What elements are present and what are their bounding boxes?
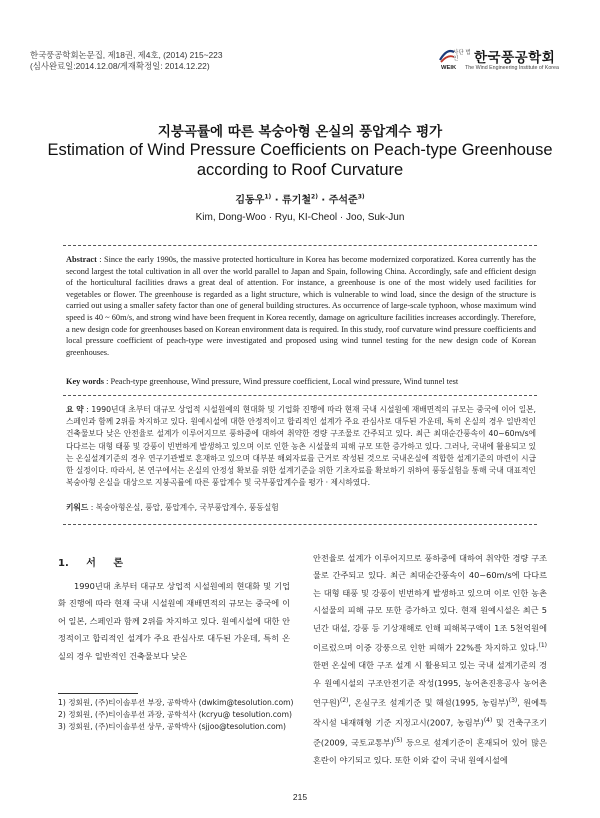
author-3: 주석준 bbox=[328, 195, 358, 206]
journal-citation bbox=[30, 50, 222, 72]
keywords-text: : Peach-type greenhouse, Wind pressure, Wind pressure coefficient, Local wind pressure, Wind tunnel test bbox=[106, 377, 459, 386]
korean-keywords-text: : 복숭아형온실, 풍압, 풍압계수, 국부풍압계수, 풍동실험 bbox=[90, 503, 279, 512]
author-1: 김동우 bbox=[235, 195, 265, 206]
review-dates: (심사완료일:2014.12.08/게재확정일: 2014.12.22) bbox=[30, 61, 210, 71]
citation: (3) bbox=[508, 696, 518, 704]
footnote-rule bbox=[58, 693, 138, 694]
abstract-top-divider bbox=[63, 245, 537, 246]
summary-top-divider bbox=[63, 395, 537, 396]
summary-text: : 1990년대 초부터 대규모 상업적 시설원예의 현대화 및 기업화 진행에 따라 현재 국내 시설원예 재배면적의 규모는 중국에 이어 일본, 스페인과 함께 2위를 차지하고 있다. 원예시설에 대한 안정적이고 합리적인 설계가 주요 관심사로 대두된 가운데, 특히 온실의 경우 일반적인 건축물보다 낮은 안전율로 설계가 이루어지므로 풍하중에 대하여 취약한 경량 구조물로 간주되고 있다. 최근 최대순간풍속이 40~60m/s에 다다르는 대형 태풍 및 강풍이 빈번하게 발생하고 있으며 이로 인한 농촌 시설물의 피해 규모 또한 증가하고 있다. 그러나, 국내에 활용되고 있는 온실설계기준의 경우 연구기관별로 혼재하고 있으며 대부분 해외자료를 근거로 작성된 것으로 국내온실에 적합한 설계기준의 마련이 시급한 실정이다. 따라서, 본 연구에서는 온실의 안정성 확보를 위한 설계기준을 위한 기초자료를 확보하기 위하여 풍동실험을 통해 국내 대표적인 복숭아형 온실을 대상으로 지붕곡률에 따른 풍압계수 및 국부풍압계수를 평가 · 제시하였다. bbox=[66, 405, 536, 488]
summary-bottom-divider bbox=[63, 524, 537, 525]
korean-summary bbox=[66, 404, 536, 489]
body-text: , 온실구조 설계기준 및 해설(1995, 농림부) bbox=[348, 697, 509, 708]
keywords bbox=[66, 376, 536, 387]
authors-korean bbox=[0, 191, 600, 206]
summary-label: 요 약 bbox=[66, 405, 84, 414]
abstract bbox=[66, 254, 536, 358]
footnote: 3) 정회원, (주)티이솔루션 상무, 공학박사 (sjjoo@tesolution.com) bbox=[58, 721, 286, 731]
korean-keywords bbox=[66, 502, 536, 513]
journal-line: 한국풍공학회논문집, 제18권, 제4호, (2014) 215~223 bbox=[30, 50, 223, 60]
title-korean: 지붕곡률에 따른 복숭아형 온실의 풍압계수 평가 bbox=[157, 124, 443, 140]
section-heading: 1. 서 론 bbox=[58, 558, 124, 569]
citation: (1) bbox=[538, 642, 547, 650]
body-left-column: 1990년대 초부터 대규모 상업적 시설원예의 현대화 및 기업화 진행에 따라 현재 국내 시설원예 재배면적의 규모는 중국에 이어 일본, 스페인과 함께 2위를 차지하고 있다. 원예시설에 대한 안정적이고 합리적인 설계가 주요 관심사로 대두된 가운데, 특히 온실의 경우 일반적인 건축물보다 낮은 bbox=[58, 581, 290, 661]
title-english: Estimation of Wind Pressure Coefficients on Peach-type Greenhouse according to Roof Curvature bbox=[47, 141, 553, 179]
body-text: 안전율로 설계가 이루어지므로 풍하중에 대하여 취약한 경량 구조물로 간주되고 있다. 최근 최대순간풍속이 40~60m/s에 다다르는 대형 태풍 및 강풍이 빈번하게 발생하고 있으며 이로 인한 농촌 시설물의 피해 규모 또한 증가하고 있다. 현재 원예시설은 최근 5년간 대설, 강풍 등 기상재해로 인해 피해복구액이 1조 5천억원에 이르렀으며 이중 강풍으로 인한 피해가 22%를 차지하고 있다. bbox=[313, 553, 547, 653]
footnotes bbox=[58, 697, 294, 732]
logo-small-label: 사단 법인 bbox=[453, 50, 471, 62]
author-2: 류기철 bbox=[282, 195, 312, 206]
logo-name: 한국풍공학회 bbox=[474, 50, 556, 66]
author-1-mark: 1) bbox=[264, 193, 272, 201]
footnote: 1) 정회원, (주)티이솔루션 부장, 공학박사 (dwkim@tesolution.com) bbox=[58, 698, 294, 707]
author-2-mark: 2) bbox=[311, 193, 318, 201]
body-text: 등으로 설계기준이 혼재되어 있어 많은 혼란이 야기되고 있다. 또한 이와 같이 국내 원예시설에 bbox=[313, 738, 548, 766]
page-number: 215 bbox=[292, 792, 308, 802]
footnote: 2) 정회원, (주)티이솔루션 과장, 공학석사 (kcryu@ tesolution.com) bbox=[58, 709, 292, 719]
keywords-label: Key words bbox=[66, 377, 105, 386]
logo-abbr: WEIK bbox=[441, 65, 457, 71]
korean-keywords-label: 키워드 bbox=[66, 503, 89, 512]
abstract-text: : Since the early 1990s, the massive protected horticulture in Korea has become modernized corporatized. Korea currently has the second largest the total cultivation in all over the world parallel to Japan and Spain, following China. Accordingly, safe and efficient design of the horticultural facilities draws a great deal of attention. For instance, a greenhouse is one of the most widely used facilities for vegetables or flower. The greenhouse is regarded as a light structure, which is vulnerable to wind load, since the design of the structure is carried out using a smaller safety factor than one of general building structures. As occurrence of large-scale typhoon, whose maximum wind speed is 40 ~ 60m/s, and strong wind have been frequent in Korea recently, damage on agriculture facilities increases accordingly. Therefore, a new design code for greenhouses based on Korean environment data is required. In this study, roof curvature wind pressure coefficients and local pressure coefficient of peach-type were investigated and proposed using wind tunnel testing for the new design code of Korean greenhouses. bbox=[66, 255, 537, 357]
citation: (5) bbox=[393, 737, 403, 745]
body-right-column bbox=[313, 550, 547, 770]
body-text: 한편 온실에 대한 구조 설계 시 활용되고 있는 국내 설계기준의 경우 원예시설의 구조안전기준 작성(1995, 농어촌진흥공사 농어촌연구원) bbox=[313, 660, 547, 708]
citation: (2) bbox=[339, 696, 349, 704]
body-text: 및 건축구조기준(2009, 국토교통부) bbox=[313, 717, 547, 748]
logo-english-name: The Wind Engineering Institute of Korea bbox=[465, 65, 559, 71]
citation: (4) bbox=[483, 717, 493, 725]
author-sep: · bbox=[271, 195, 283, 206]
abstract-label: Abstract bbox=[66, 255, 97, 264]
author-3-mark: 3) bbox=[357, 193, 365, 201]
authors-english: Kim, Dong-Woo · Ryu, KI-Cheol · Joo, Suk-Jun bbox=[195, 212, 405, 223]
author-sep: · bbox=[317, 195, 329, 206]
body-text: , 원예특작시설 내재해형 기준 지정고시(2007, 농림부) bbox=[313, 697, 547, 728]
